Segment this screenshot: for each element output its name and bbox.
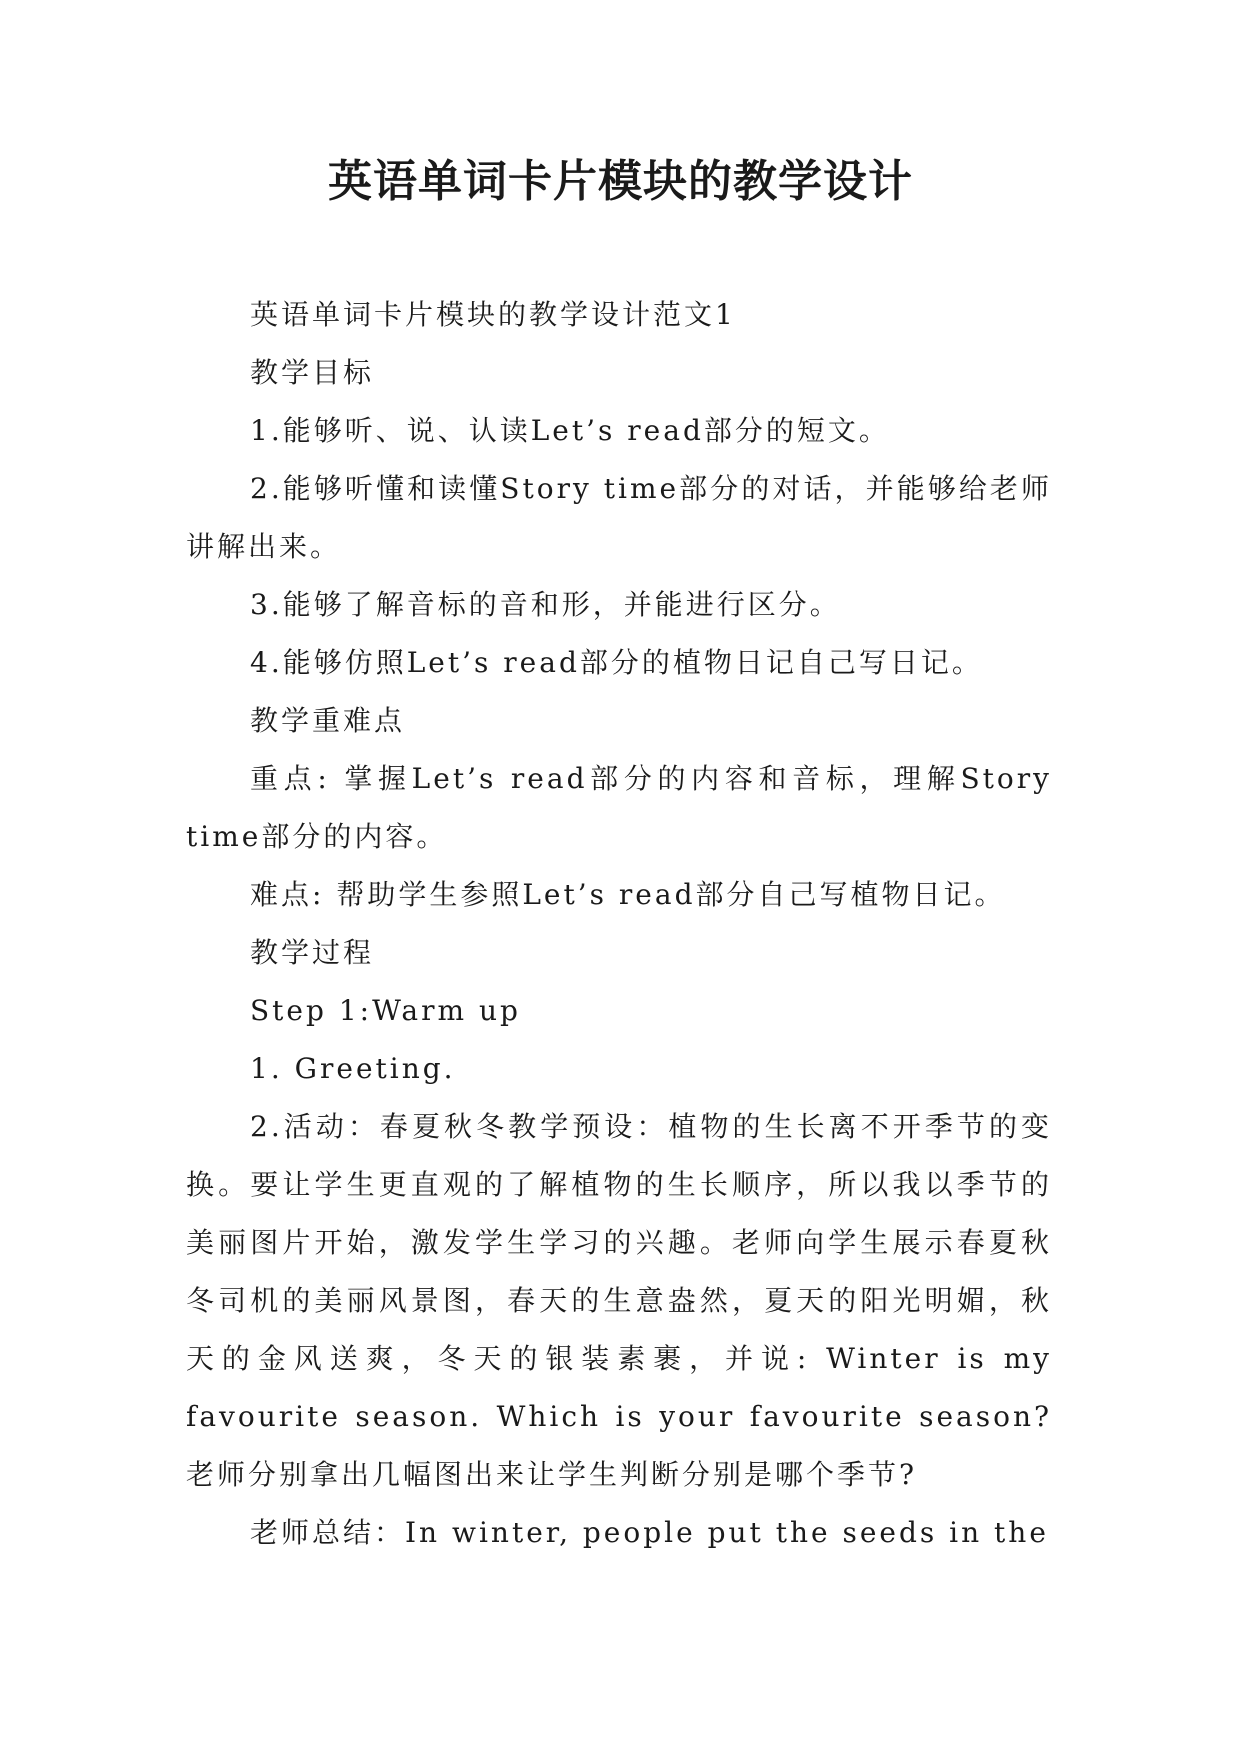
paragraph-goal-2: 2.能够听懂和读懂Story time部分的对话，并能够给老师讲解出来。 — [186, 472, 1052, 563]
paragraph-goal-3: 3.能够了解音标的音和形，并能进行区分。 — [250, 588, 841, 621]
document-body — [186, 286, 1052, 1562]
heading-teaching-goals: 教学目标 — [250, 356, 375, 389]
heading-teaching-process: 教学过程 — [250, 936, 375, 969]
document-title: 英语单词卡片模块的教学设计 — [328, 156, 913, 207]
paragraph-difficulties: 难点: 帮助学生参照Let’s read部分自己写植物日记。 — [250, 878, 1006, 911]
paragraph-activity: 2.活动：春夏秋冬教学预设：植物的生长离不开季节的变换。要让学生更直观的了解植物的生长顺序，所以我以季节的美丽图片开始，激发学生学习的兴趣。老师向学生展示春夏秋冬司机的美丽风景图，春天的生意盎然，夏天的阳光明媚，秋天的金风送爽，冬天的银装素裹，并说: Winter is my favourite season. Which is your favourite season?老师分别拿出几幅图出来让学生判断分别是哪个季节? — [186, 1110, 1052, 1491]
paragraph-greeting: 1. Greeting. — [250, 1052, 456, 1085]
paragraph-teacher-summary: 老师总结：In winter, people put the seeds in the — [250, 1516, 1049, 1549]
heading-key-difficulties: 教学重难点 — [250, 704, 406, 737]
paragraph-goal-1: 1.能够听、说、认读Let’s read部分的短文。 — [250, 414, 890, 447]
paragraph-key-points: 重点: 掌握Let’s read部分的内容和音标，理解Story time部分的内容。 — [186, 762, 1052, 853]
paragraph-goal-4: 4.能够仿照Let’s read部分的植物日记自己写日记。 — [250, 646, 983, 679]
paragraph-step-1: Step 1:Warm up — [250, 994, 521, 1027]
paragraph-subtitle: 英语单词卡片模块的教学设计范文1 — [250, 298, 736, 331]
